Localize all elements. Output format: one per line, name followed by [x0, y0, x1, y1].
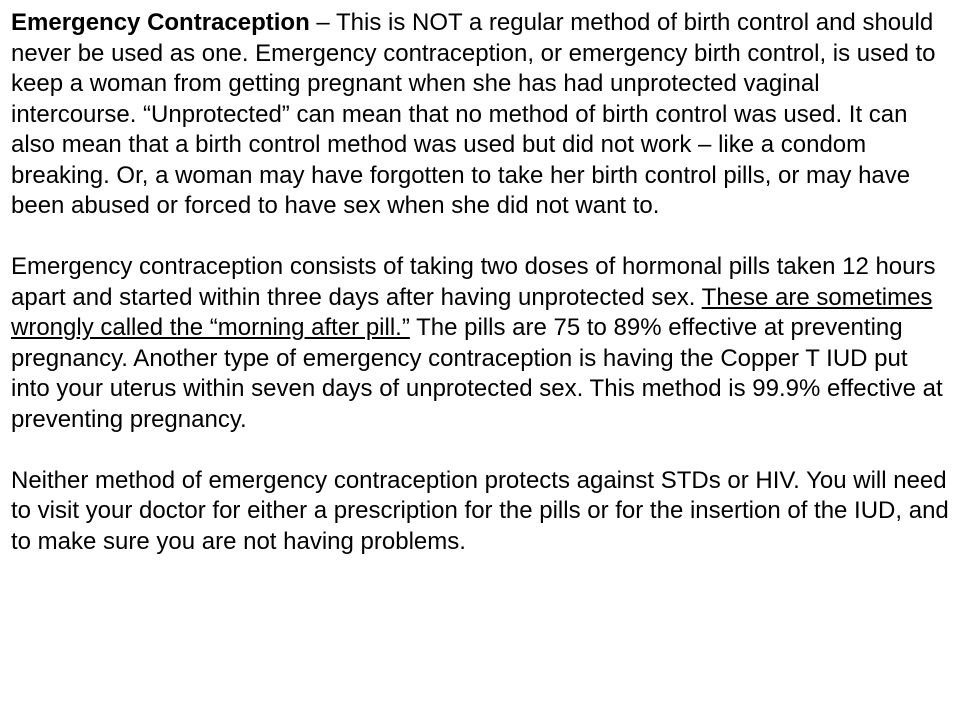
paragraph-methods	[11, 252, 951, 435]
paragraph-definition-text: – This is NOT a regular method of birth control and should never be used as one. Emergency contraception, or emergency birth control, is used to keep a woman from getting pregnant when she has had unprotected vaginal intercourse. “Unprotected” can mean that no method of birth control was used. It can also mean that a birth control method was used but did not work – like a condom breaking. Or, a woman may have forgotten to take her birth control pills, or may have been abused or forced to have sex when she did not want to.	[11, 9, 936, 219]
paragraph-methods-tail: The pills are 75 to 89% effective at preventing pregnancy. Another type of emergency contraception is having the Copper T IUD put into your uterus within seven days of unprotected sex. This method is 99.9% effective at preventing pregnancy.	[11, 314, 943, 433]
paragraph-methods-lead: Emergency contraception consists of taking two doses of hormonal pills taken 12 hours apart and started within three days after having unprotected sex.	[11, 253, 936, 311]
heading-emergency-contraception: Emergency Contraception	[11, 9, 310, 36]
slide-text-body	[11, 8, 951, 588]
paragraph-std-warning	[11, 466, 951, 558]
underlined-morning-after-pill: These are sometimes wrongly called the “morning after pill.”	[11, 283, 933, 341]
paragraph-definition	[11, 8, 951, 222]
paragraph-std-warning-text: Neither method of emergency contraception protects against STDs or HIV. You will need to visit your doctor for either a prescription for the pills or for the insertion of the IUD, and to make sure you are not having problems.	[11, 466, 949, 555]
